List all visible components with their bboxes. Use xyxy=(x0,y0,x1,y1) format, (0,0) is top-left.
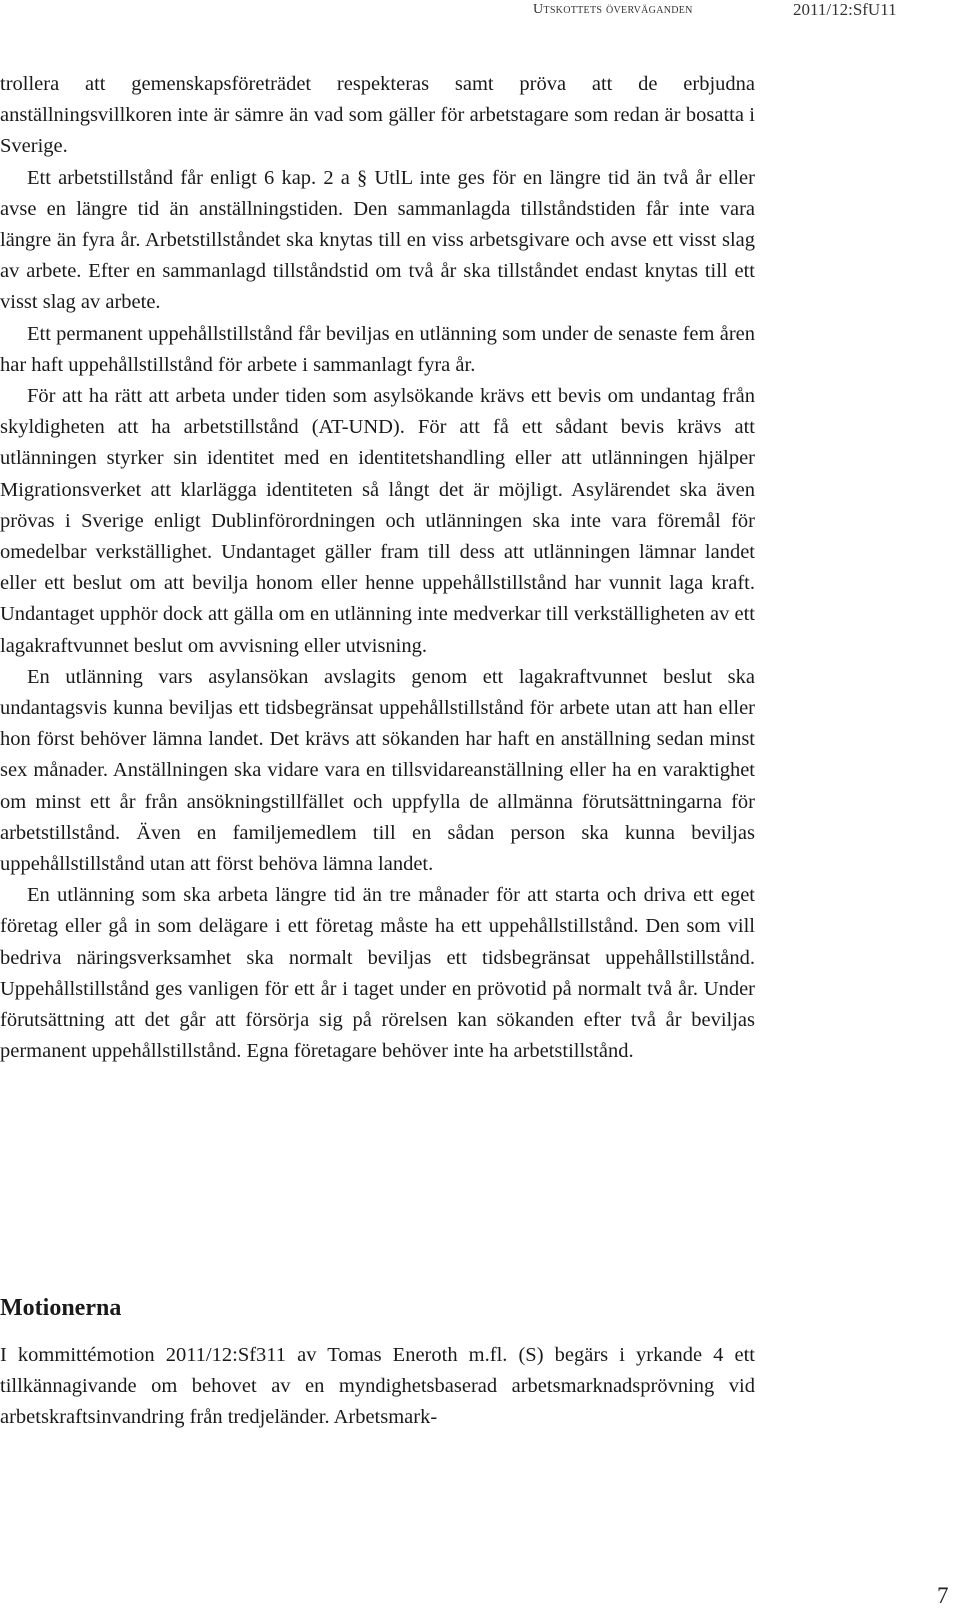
header-section-title: Utskottets överväganden xyxy=(533,2,693,17)
paragraph: En utlänning vars asylansökan avslagits genom ett lagakraftvunnet beslut ska undantagsvis kunna beviljas ett tidsbegränsat uppehållstillstånd för arbete utan att han eller hon först behöver lämna landet. Det krävs att sökanden har haft en anställning sedan minst sex månader. Anställningen ska vidare vara en tillsvidareanställning eller ha en varaktighet om minst ett år från ansökningstillfället och uppfylla de allmänna förutsättningarna för arbetstillstånd. Även en familjemedlem till en sådan person ska kunna beviljas uppehållstillstånd utan att först behöva lämna landet. xyxy=(0,665,755,876)
header-document-id: 2011/12:SfU11 xyxy=(793,0,897,19)
paragraph: Ett permanent uppehållstillstånd får beviljas en utlänning som under de senaste fem åren har haft uppehållstillstånd för arbete i sammanlagt fyra år. xyxy=(0,322,755,376)
paragraph: trollera att gemenskapsföreträdet respekteras samt pröva att de erbjudna anställningsvillkoren inte är sämre än vad som gäller för arbetstagare som redan är bosatta i Sverige. xyxy=(0,73,755,158)
section-heading: Motionerna xyxy=(0,1295,122,1321)
paragraph: En utlänning som ska arbeta längre tid än tre månader för att starta och driva ett eget företag eller gå in som delägare i ett företag måste ha ett uppehållstillstånd. Den som vill bedriva näringsverksamhet ska normalt beviljas ett tidsbegränsat uppehållstillstånd. Uppehållstillstånd ges vanligen för ett år i taget under en prövotid på normalt två år. Under förutsättning att det går att försörja sig på rörelsen kan sökanden efter två år beviljas permanent uppehållstillstånd. Egna företagare behöver inte ha arbetstillstånd. xyxy=(0,884,755,1063)
page-number: 7 xyxy=(937,1583,949,1608)
running-header xyxy=(0,0,960,30)
paragraph: För att ha rätt att arbeta under tiden som asylsökande krävs ett bevis om undantag från skyldigheten att ha arbetstillstånd (AT-UND). För att få ett sådant bevis krävs att utlänningen styrker sin identitet med en identitetshandling eller att utlänningen hjälper Migrationsverket att klarlägga identiteten så långt det är möjligt. Asylärendet ska även prövas i Sverige enligt Dublinförordningen och utlänningen ska inte vara föremål för omedelbar verkställighet. Undantaget gäller fram till dess att utlänningen lämnar landet eller ett beslut om att bevilja honom eller henne uppehållstillstånd har vunnit laga kraft. Undantaget upphör dock att gälla om en utlänning inte medverkar till verkställigheten av ett lagakraftvunnet beslut om avvisning eller utvisning. xyxy=(0,385,755,657)
body-text xyxy=(0,69,755,1068)
section-paragraph: I kommittémotion 2011/12:Sf311 av Tomas Eneroth m.fl. (S) begärs i yrkande 4 ett tillkännagivande om behovet av en myndighetsbaserad arbetsmarknadsprövning vid arbetskraftsinvandring från tredjeländer. Arbetsmark- xyxy=(0,1344,755,1429)
paragraph: Ett arbetstillstånd får enligt 6 kap. 2 a § UtlL inte ges för en längre tid än två år eller avse en längre tid än anställningstiden. Den sammanlagda tillståndstiden får inte vara längre än fyra år. Arbetstillståndet ska knytas till en viss arbetsgivare och avse ett visst slag av arbete. Efter en sammanlagd tillståndstid om två år ska tillståndet endast knytas till ett visst slag av arbete. xyxy=(0,166,755,314)
